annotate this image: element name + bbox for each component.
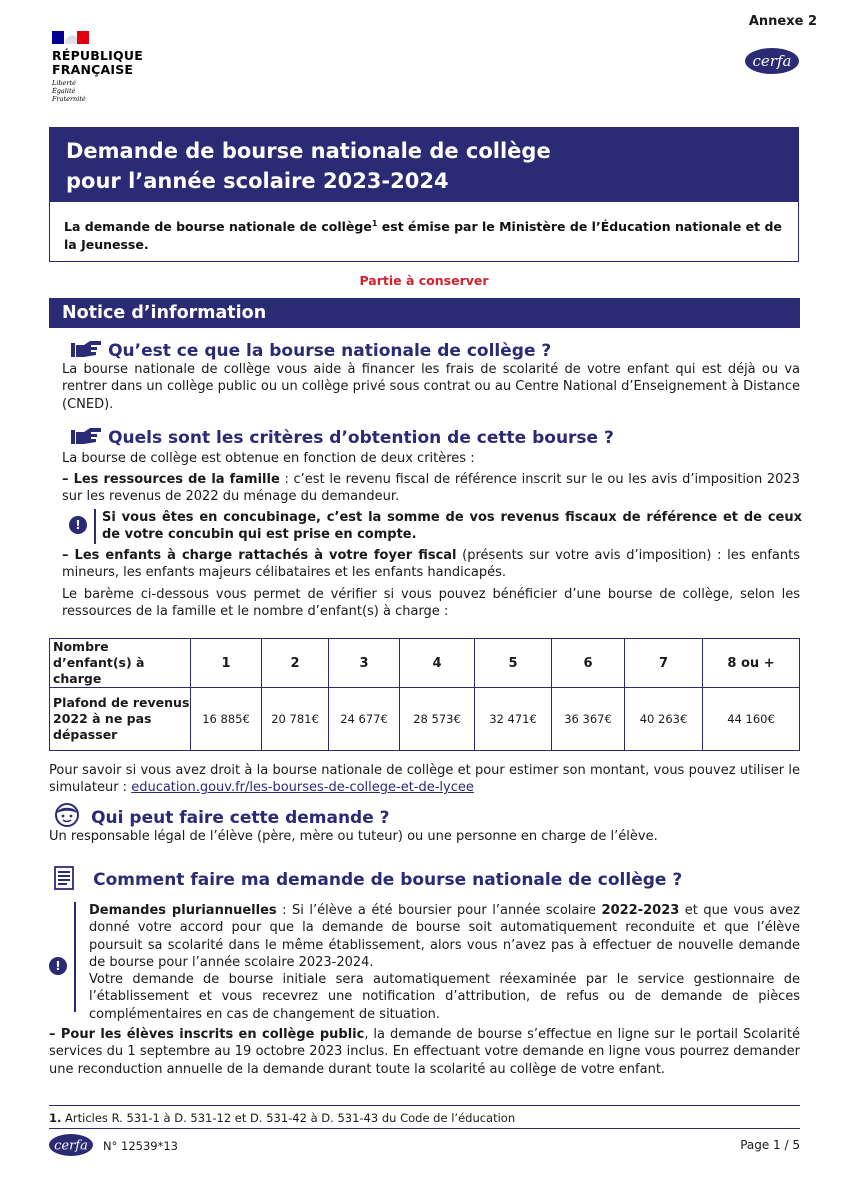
- footnote: [49, 1111, 515, 1125]
- table-cell: 6: [552, 639, 625, 688]
- concubinage-warning: Si vous êtes en concubinage, c’est la somme de vos revenus fiscaux de référence et de ceux de votre concubin qui est prise en compte.: [94, 509, 802, 544]
- table-cell: 7: [625, 639, 703, 688]
- pluriannual-label: Demandes pluriannuelles: [89, 903, 277, 918]
- simulator-text: [49, 762, 800, 797]
- public-college-paragraph: [49, 1026, 800, 1078]
- section4-heading: [54, 866, 814, 890]
- table-cell: 36 367€: [552, 688, 625, 751]
- document-icon: [54, 866, 76, 890]
- warning-bar: [74, 902, 76, 1012]
- table-row: [50, 688, 800, 751]
- section2-title: Quels sont les critères d’obtention de cette bourse ?: [108, 428, 614, 448]
- republique-francaise-logo: [52, 31, 143, 103]
- bareme-intro: Le barème ci-dessous vous permet de vérifier si vous pouvez bénéficier d’une bourse de collège, selon les ressources de la famille et le nombre d’enfant(s) à charge :: [62, 587, 800, 620]
- marianne-flag-icon: [52, 31, 89, 44]
- criterion-children: [62, 547, 800, 582]
- section1-heading: [70, 339, 810, 361]
- table-cell: 1: [191, 639, 262, 688]
- table-cell: 28 573€: [400, 688, 475, 751]
- pluriannual-text1: : Si l’élève a été boursier pour l’année scolaire: [276, 903, 602, 918]
- cerfa-logo: [744, 47, 800, 75]
- title-line1: Demande de bourse nationale de collège: [66, 139, 551, 163]
- title-description: [50, 202, 798, 254]
- table-cell: 2: [262, 639, 329, 688]
- title-desc-part1: La demande de bourse nationale de collège: [64, 219, 372, 235]
- section3-heading: [54, 803, 794, 828]
- section4-title: Comment faire ma demande de bourse nationale de collège ?: [93, 870, 683, 890]
- criterion-resources: [62, 471, 800, 506]
- pluriannual-paragraph: [89, 902, 800, 971]
- criterion-resources-text: : c’est le revenu fiscal de référence inscrit sur le ou les avis d’imposition 2023 sur les revenus de 2022 du ménage du demandeur.: [62, 472, 800, 505]
- footnote-ref: 1: [371, 219, 378, 228]
- reexamination-paragraph: Votre demande de bourse initiale sera automatiquement réexaminée par le service gestionnaire de l’établissement et vous recevrez une notification d’attribution, de refus ou de demande de pièces complémentaires en cas de changement de situation.: [89, 972, 800, 1022]
- pluriannual-year: 2022-2023: [601, 903, 680, 918]
- table-cell: 24 677€: [329, 688, 400, 751]
- republique-line2: FRANÇAISE: [52, 62, 134, 77]
- motto-fraternite: Fraternité: [52, 95, 86, 103]
- title-line2: pour l’année scolaire 2023-2024: [66, 169, 449, 193]
- cerfa-logo-text: cerfa: [752, 52, 792, 70]
- criterion-resources-label: – Les ressources de la famille: [62, 472, 280, 487]
- criterion-children-label: – Les enfants à charge rattachés à votre foyer fiscal: [62, 548, 457, 563]
- section2-intro: La bourse de collège est obtenue en fonction de deux critères :: [62, 451, 475, 466]
- pointing-hand-icon: [70, 426, 103, 446]
- section1-text: La bourse nationale de collège vous aide à financer les frais de scolarité de votre enfant qui est déjà ou va rentrer dans un collège public ou un collège privé sous contrat ou au Centre National d’Enseignement à Distance (CNED).: [62, 362, 800, 412]
- footnote-divider: [49, 1105, 800, 1106]
- public-college-label: – Pour les élèves inscrits en collège public: [49, 1027, 365, 1042]
- footer-divider: [49, 1128, 800, 1129]
- person-face-icon: [54, 803, 80, 827]
- simulator-intro: Pour savoir si vous avez droit à la bourse nationale de collège et pour estimer son montant, vous pouvez utiliser le simulateur :: [49, 763, 800, 796]
- table-cell: 20 781€: [262, 688, 329, 751]
- motto-egalite: Égalité: [52, 87, 76, 95]
- cerfa-logo-footer: [48, 1133, 94, 1157]
- keep-label: Partie à conserver: [359, 273, 489, 288]
- title-desc-part2: est émise par le Ministère de l’Éducation nationale et de la Jeunesse.: [64, 219, 782, 253]
- table-cell: 44 160€: [703, 688, 800, 751]
- cerfa-logo-footer-text: cerfa: [54, 1138, 88, 1154]
- warning-icon: !: [49, 957, 67, 975]
- page-number: Page 1 / 5: [740, 1138, 800, 1152]
- table-cell: 3: [329, 639, 400, 688]
- section2-heading: [70, 426, 810, 448]
- section3-text: Un responsable légal de l’élève (père, mère ou tuteur) ou une personne en charge de l’élève.: [49, 829, 658, 844]
- section1-title: Qu’est ce que la bourse nationale de collège ?: [108, 341, 552, 361]
- table-row: [50, 639, 800, 688]
- title-box: [49, 127, 799, 262]
- warning-icon: !: [69, 516, 87, 534]
- annexe-label: Annexe 2: [748, 14, 817, 29]
- table-cell: 16 885€: [191, 688, 262, 751]
- notice-title: Notice d’information: [49, 298, 800, 328]
- table-cell: 4: [400, 639, 475, 688]
- footnote-number: 1.: [49, 1111, 62, 1125]
- title-band: [50, 128, 798, 202]
- table-row-header-ceiling: Plafond de revenus 2022 à ne pas dépasser: [50, 688, 191, 751]
- republique-line1: RÉPUBLIQUE: [52, 48, 143, 63]
- public-college-text: , la demande de bourse s’effectue en ligne sur le portail Scolarité services du 1 septembre au 19 octobre 2023 inclus. En effectuant votre demande en ligne vous pourrez demander une reconduction annuelle de la demande durant toute la scolarité au collège de votre enfant.: [49, 1027, 800, 1077]
- table-cell: 40 263€: [625, 688, 703, 751]
- criterion-children-text: (présents sur votre avis d’imposition) : les enfants mineurs, les enfants majeurs célibataires et les enfants handicapés.: [62, 548, 801, 581]
- simulator-link[interactable]: education.gouv.fr/les-bourses-de-college-et-de-lycee: [131, 780, 474, 796]
- pluriannual-text2: et que vous avez donné votre accord pour que la demande de bourse soit automatiquement reconduite et que l’élève poursuit sa scolarité dans le même établissement, alors vous n’avez pas à effectuer de nouvelle demande de bourse pour l’année scolaire 2023-2024.: [89, 903, 800, 970]
- table-cell: 5: [475, 639, 552, 688]
- table-cell: 32 471€: [475, 688, 552, 751]
- pointing-hand-icon: [70, 339, 103, 359]
- cerfa-number: N° 12539*13: [103, 1139, 178, 1153]
- income-ceiling-table: [49, 638, 800, 751]
- section3-title: Qui peut faire cette demande ?: [91, 808, 390, 828]
- footnote-text: Articles R. 531-1 à D. 531-12 et D. 531-42 à D. 531-43 du Code de l’éducation: [61, 1111, 516, 1125]
- table-cell: 8 ou +: [703, 639, 800, 688]
- motto-liberte: Liberté: [52, 79, 76, 87]
- table-row-header-children: Nombre d’enfant(s) à charge: [50, 639, 191, 688]
